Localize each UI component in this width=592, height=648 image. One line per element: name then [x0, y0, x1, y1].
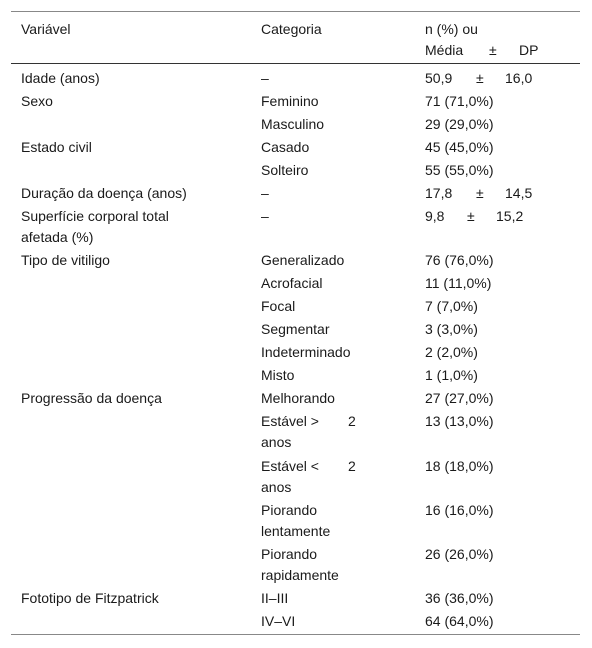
row-masculino-valor: 29 (29,0%): [425, 116, 494, 132]
header-categoria: Categoria: [261, 21, 322, 37]
row-idade-pm: ±: [476, 70, 484, 86]
row-superficie-dp: 15,2: [496, 208, 524, 224]
row-misto-valor: 1 (1,0%): [425, 367, 478, 383]
header-dp: DP: [519, 42, 539, 58]
row-duracao-dp: 14,5: [505, 185, 533, 201]
row-iv-vi-valor: 64 (64,0%): [425, 613, 494, 629]
row-masculino-categoria: Masculino: [261, 116, 325, 132]
row-melhorando-valor: 27 (27,0%): [425, 390, 494, 406]
header-variavel: Variável: [21, 21, 71, 37]
row-casado-categoria: Casado: [261, 139, 310, 155]
row-superficie-variavel-l1: Superfície corporal total: [21, 208, 169, 224]
row-focal-valor: 7 (7,0%): [425, 298, 478, 314]
row-estavel-maior-categoria-b: 2: [348, 413, 356, 429]
row-focal-categoria: Focal: [261, 298, 296, 314]
row-duracao-media: 17,8: [425, 185, 453, 201]
row-estavel-menor-valor: 18 (18,0%): [425, 458, 494, 474]
row-indeterminado-valor: 2 (2,0%): [425, 344, 478, 360]
row-acrofacial-categoria: Acrofacial: [261, 275, 323, 291]
row-feminino-categoria: Feminino: [261, 93, 319, 109]
row-generalizado-valor: 76 (76,0%): [425, 252, 494, 268]
row-melhorando-categoria: Melhorando: [261, 390, 335, 406]
row-segmentar-valor: 3 (3,0%): [425, 321, 478, 337]
row-piorando-rapidamente-l1: Piorando: [261, 546, 318, 562]
row-estavel-menor-categoria-b: 2: [348, 458, 356, 474]
row-piorando-lentamente-valor: 16 (16,0%): [425, 502, 494, 518]
row-piorando-lentamente-l2: lentamente: [261, 523, 331, 539]
row-estavel-menor-categoria-l2: anos: [261, 479, 292, 495]
row-duracao-variavel: Duração da doença (anos): [21, 185, 187, 201]
header-media: Média: [425, 42, 464, 58]
row-ii-iii-valor: 36 (36,0%): [425, 590, 494, 606]
row-misto-categoria: Misto: [261, 367, 295, 383]
row-iv-vi-categoria: IV–VI: [261, 613, 296, 629]
row-superficie-variavel-l2: afetada (%): [21, 229, 94, 245]
row-piorando-lentamente-l1: Piorando: [261, 502, 318, 518]
row-piorando-rapidamente-valor: 26 (26,0%): [425, 546, 494, 562]
row-fototipo-variavel: Fototipo de Fitzpatrick: [21, 590, 159, 606]
row-feminino-valor: 71 (71,0%): [425, 93, 494, 109]
row-duracao-categoria: –: [261, 185, 269, 201]
row-idade-categoria: –: [261, 70, 269, 86]
row-sexo-variavel: Sexo: [21, 93, 53, 109]
row-superficie-media: 9,8: [425, 208, 445, 224]
row-estavel-menor-categoria-a: Estável <: [261, 458, 319, 474]
row-generalizado-categoria: Generalizado: [261, 252, 345, 268]
row-acrofacial-valor: 11 (11,0%): [425, 275, 492, 291]
row-idade-media: 50,9: [425, 70, 453, 86]
row-casado-valor: 45 (45,0%): [425, 139, 494, 155]
row-tipo-vitiligo-variavel: Tipo de vitiligo: [21, 252, 110, 268]
row-ii-iii-categoria: II–III: [261, 590, 289, 606]
row-superficie-categoria: –: [261, 208, 269, 224]
row-duracao-pm: ±: [476, 185, 484, 201]
table-header: [11, 12, 580, 64]
row-progressao-variavel: Progressão da doença: [21, 390, 162, 406]
row-estado-civil-variavel: Estado civil: [21, 139, 92, 155]
row-superficie-pm: ±: [467, 208, 475, 224]
row-segmentar-categoria: Segmentar: [261, 321, 330, 337]
header-n-line1: n (%) ou: [425, 21, 478, 37]
row-indeterminado-categoria: Indeterminado: [261, 344, 351, 360]
row-estavel-maior-categoria-l2: anos: [261, 434, 292, 450]
row-estavel-maior-categoria-a: Estável >: [261, 413, 319, 429]
row-estavel-maior-valor: 13 (13,0%): [425, 413, 494, 429]
row-idade-variavel: Idade (anos): [21, 70, 100, 86]
header-plusminus: ±: [489, 42, 497, 58]
row-piorando-rapidamente-l2: rapidamente: [261, 567, 339, 583]
row-idade-dp: 16,0: [505, 70, 533, 86]
data-table: [11, 11, 580, 635]
row-solteiro-valor: 55 (55,0%): [425, 162, 494, 178]
row-solteiro-categoria: Solteiro: [261, 162, 309, 178]
